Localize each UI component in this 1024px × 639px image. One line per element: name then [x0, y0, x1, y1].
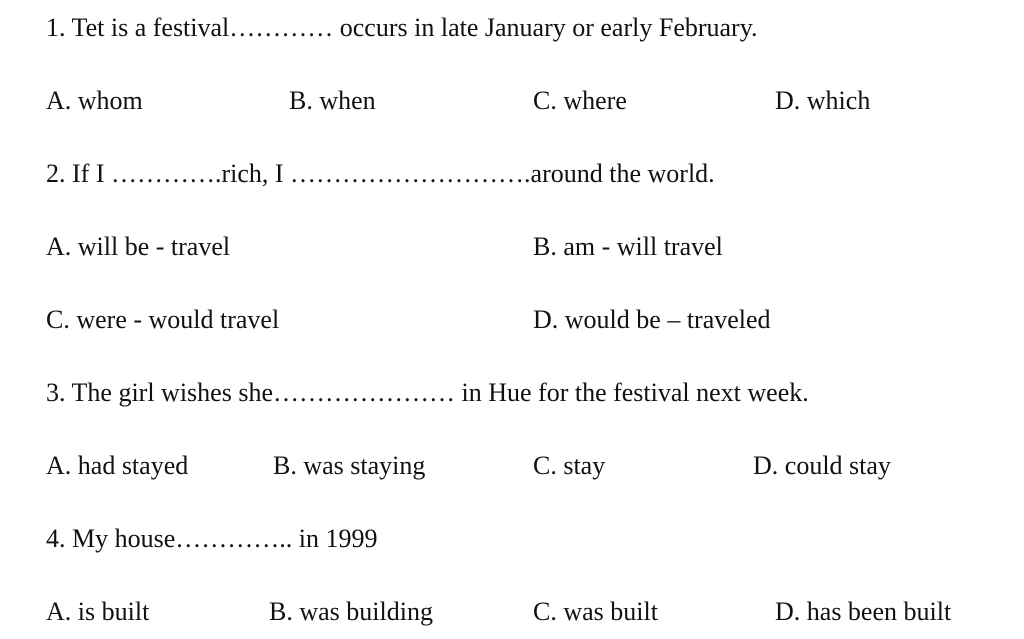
question-4-option-b: B. was building	[269, 597, 433, 626]
question-4-option-d: D. has been built	[775, 597, 952, 626]
question-3-option-d: D. could stay	[753, 451, 891, 480]
question-2-option-d: D. would be – traveled	[533, 305, 771, 334]
question-3-option-c: C. stay	[533, 451, 606, 480]
question-2-option-b: B. am - will travel	[533, 232, 723, 261]
question-1-stem: 1. Tet is a festival………… occurs in late January or early February.	[46, 13, 758, 42]
question-2-option-a: A. will be - travel	[46, 232, 231, 261]
question-2-stem: 2. If I ………….rich, I ……………………….around the world.	[46, 159, 715, 188]
question-1-option-a: A. whom	[46, 86, 143, 115]
question-3-option-a: A. had stayed	[46, 451, 189, 480]
question-3-stem: 3. The girl wishes she………………… in Hue for the festival next week.	[46, 378, 809, 407]
question-1-option-c: C. where	[533, 86, 627, 115]
question-1-option-d: D. which	[775, 86, 871, 115]
question-4-option-a: A. is built	[46, 597, 150, 626]
question-3-option-b: B. was staying	[273, 451, 426, 480]
question-4-option-c: C. was built	[533, 597, 658, 626]
question-1-option-b: B. when	[289, 86, 376, 115]
question-2-option-c: C. were - would travel	[46, 305, 280, 334]
question-4-stem: 4. My house………….. in 1999	[46, 524, 378, 553]
